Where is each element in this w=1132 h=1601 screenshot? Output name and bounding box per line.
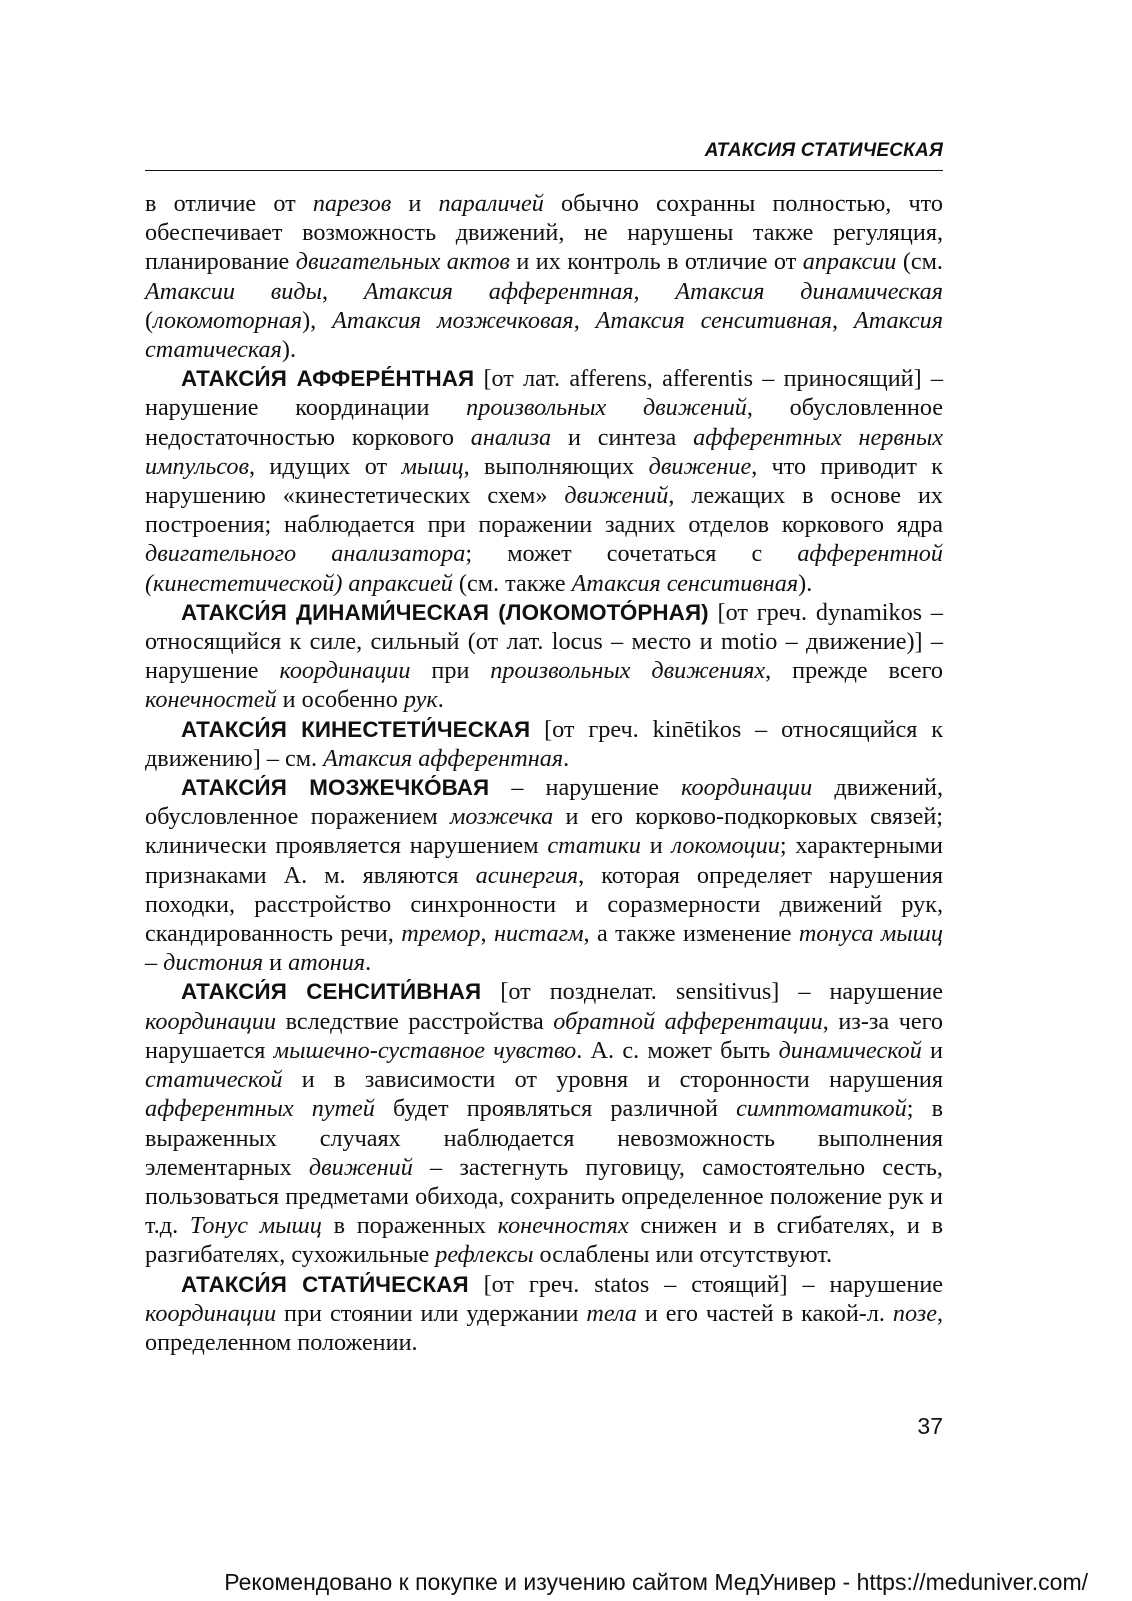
term-reference: Атаксия сенситивная <box>571 569 799 597</box>
text-run: и <box>391 190 439 217</box>
term-reference: асинергия <box>475 861 579 889</box>
term-reference: произвольных движениях <box>490 657 766 685</box>
term-reference: Атаксия сенситивная <box>595 306 832 334</box>
text-run: , <box>573 306 596 334</box>
term-reference: Атаксии виды <box>145 277 322 305</box>
text-run: ( <box>145 306 154 334</box>
term-reference: позе <box>892 1299 937 1327</box>
entry-ataxia-kinesthetic <box>145 715 943 773</box>
text-run: и <box>921 1036 944 1064</box>
term-reference: рук <box>403 686 438 714</box>
entry-term: АТАКСИ́Я ДИНАМИ́ЧЕСКАЯ (ЛОКОМОТО́РНАЯ) <box>181 599 709 625</box>
text-run: (см. также <box>452 569 572 597</box>
term-reference: тела <box>586 1299 637 1327</box>
text-run: , что приводит к нарушению «кинестетических схем» <box>145 452 944 510</box>
text-run: при <box>410 657 491 685</box>
entry-ataxia-sensitive <box>145 977 943 1269</box>
term-reference: статической <box>145 1066 283 1094</box>
text-run: и их контроль в отличие от <box>509 248 803 276</box>
text-run: [от греч. dynamikos – относящийся к силе, сильный (от лат. locus – место и motio – движение)] – нарушение <box>145 598 943 685</box>
text-run: (см. <box>896 248 943 276</box>
text-run: , идущих от <box>249 452 402 480</box>
text-run: ). <box>798 569 813 597</box>
text-run: ослаблены или отсутствуют. <box>533 1241 833 1269</box>
text-run: движений, обусловленное поражением <box>145 774 943 831</box>
term-reference: координации <box>681 774 813 802</box>
term-reference: рефлексы <box>435 1241 534 1269</box>
term-reference: атония <box>288 949 366 977</box>
term-reference: координации <box>145 1007 277 1035</box>
text-run: ). <box>281 336 297 364</box>
text-run: [от греч. statos – стоящий] – нарушение <box>468 1270 943 1298</box>
text-run: , а также изменение <box>583 920 799 948</box>
running-head: АТАКСИЯ СТАТИЧЕСКАЯ <box>704 140 943 161</box>
term-reference: статики <box>547 832 641 860</box>
term-reference: афферентных нервных импульсов <box>145 423 943 480</box>
term-reference: произвольных движений <box>466 394 747 422</box>
text-run: – застегнуть пуговицу, самостоятельно сесть, пользоваться предметами обихода, сохранить определенное положение рук и т.д. <box>145 1153 943 1240</box>
term-reference: тремор <box>401 920 481 948</box>
term-reference: мышц <box>401 452 464 480</box>
text-run: , определенном положении. <box>145 1299 943 1356</box>
text-run: и его частей в какой-л. <box>636 1299 893 1327</box>
text-run: , <box>633 277 676 305</box>
text-run: [от лат. afferens, afferentis – приносящий] – нарушение координации <box>145 365 944 422</box>
text-run: и особенно <box>276 686 404 714</box>
term-reference: движений <box>308 1153 413 1181</box>
term-reference: Атаксия статическая <box>145 306 944 364</box>
text-run: , прежде всего <box>765 657 944 685</box>
term-reference: движение <box>648 452 752 480</box>
term-reference: динамической <box>778 1036 922 1064</box>
term-reference: тонуса мышц – дистония <box>145 920 943 977</box>
page-number: 37 <box>917 1413 943 1439</box>
text-run: [от греч. kinētikos – относящийся к движению] – см. <box>145 715 943 772</box>
text-run: – нарушение <box>489 774 682 802</box>
text-run: и его корково-подкорковых связей; клинически проявляется нарушением <box>145 803 943 860</box>
term-reference: анализа <box>470 423 552 451</box>
text-run: [от позднелат. sensitivus] – нарушение <box>481 978 943 1006</box>
text-run: и <box>263 949 289 977</box>
footer-recommendation: Рекомендовано к покупке и изучению сайтом МедУнивер - https://meduniver.com/ <box>224 1569 1088 1595</box>
term-reference: парезов <box>312 190 392 217</box>
text-run: , лежащих в основе их построения; наблюдается при поражении задних отделов коркового ядра <box>145 482 943 539</box>
text-run: ; может сочетаться с <box>465 540 798 568</box>
entry-term: АТАКСИ́Я КИНЕСТЕТИ́ЧЕСКАЯ <box>181 716 531 742</box>
text-run: , из-за чего нарушается <box>145 1007 944 1064</box>
term-reference: конечностей <box>145 686 277 714</box>
term-reference: конечностях <box>497 1212 629 1240</box>
text-run: . <box>365 949 372 977</box>
intro-paragraph <box>145 189 943 364</box>
header-rule <box>145 170 943 171</box>
text-run: , обусловленное недостаточностью коркового <box>145 394 943 451</box>
text-run: в пораженных <box>321 1212 498 1240</box>
entry-term: АТАКСИ́Я МОЗЖЕЧКО́ВАЯ <box>181 775 490 801</box>
text-run: снижен и в сгибателях, и в разгибателях, сухожильные <box>145 1212 944 1269</box>
text-run: вследствие расстройства <box>276 1007 554 1035</box>
text-run: , которая определяет нарушения походки, расстройство синхронности и соразмерности движений рук, скандированность речи, <box>145 861 943 948</box>
term-reference: Атаксия мозжечковая <box>332 306 574 334</box>
text-run: ; характерными признаками А. м. являются <box>145 832 943 889</box>
entry-term: АТАКСИ́Я СЕНСИТИ́ВНАЯ <box>181 979 482 1005</box>
text-run: . <box>437 686 444 714</box>
term-reference: нистагм <box>493 920 584 948</box>
term-reference: двигательного анализатора <box>145 540 466 568</box>
entry-ataxia-cerebellar <box>145 773 943 977</box>
term-reference: параличей <box>438 190 544 217</box>
term-reference: двигательных актов <box>295 248 510 276</box>
text-run: и синтеза <box>551 423 694 451</box>
text-run: . А. с. может быть <box>576 1036 779 1064</box>
text-run: . <box>563 744 570 772</box>
entry-term: АТАКСИ́Я АФФЕРЕ́НТНАЯ <box>181 366 475 392</box>
text-run: и <box>640 832 672 860</box>
term-reference: локомоторная <box>153 306 303 334</box>
page-body <box>145 189 943 1357</box>
text-run: ), <box>302 306 333 334</box>
term-reference: афферентной (кинестетической) апраксией <box>145 540 943 597</box>
term-reference: движений <box>564 482 669 510</box>
term-reference: локомоции <box>671 832 780 860</box>
term-reference: обратной афферентации <box>553 1007 823 1035</box>
text-run: , выполняющих <box>463 452 649 480</box>
text-run: , <box>831 306 854 334</box>
text-run: в отличие от <box>145 190 313 217</box>
text-run: и в зависимости от уровня и сторонности нарушения <box>282 1066 943 1094</box>
text-run: при стоянии или удержании <box>276 1299 587 1327</box>
text-run: обычно сохранны полностью, что обеспечивает возможность движений, не нарушены также регуляция, планирование <box>145 190 943 276</box>
text-run: ; в выраженных случаях наблюдается невозможность выполнения элементарных <box>145 1095 944 1181</box>
term-reference: Атаксия афферентная <box>363 277 634 305</box>
term-reference: симптоматикой <box>736 1095 907 1123</box>
term-reference: афферентных путей <box>145 1095 375 1123</box>
term-reference: мышечно-суставное чувство <box>273 1036 577 1064</box>
term-reference: Тонус мышц <box>189 1212 322 1240</box>
term-reference: координации <box>145 1299 277 1327</box>
text-run: , <box>321 277 364 305</box>
entry-ataxia-dynamic <box>145 598 943 715</box>
entry-ataxia-afferent <box>145 364 943 598</box>
term-reference: апраксии <box>802 248 897 276</box>
text-run: , <box>480 920 494 948</box>
term-reference: мозжечка <box>449 803 554 831</box>
term-reference: Атаксия афферентная <box>323 744 564 772</box>
entry-ataxia-static <box>145 1270 943 1358</box>
entry-term: АТАКСИ́Я СТАТИ́ЧЕСКАЯ <box>181 1271 469 1297</box>
term-reference: Атаксия динамическая <box>675 277 944 305</box>
text-run: будет проявляться различной <box>374 1095 737 1123</box>
term-reference: координации <box>279 657 411 685</box>
